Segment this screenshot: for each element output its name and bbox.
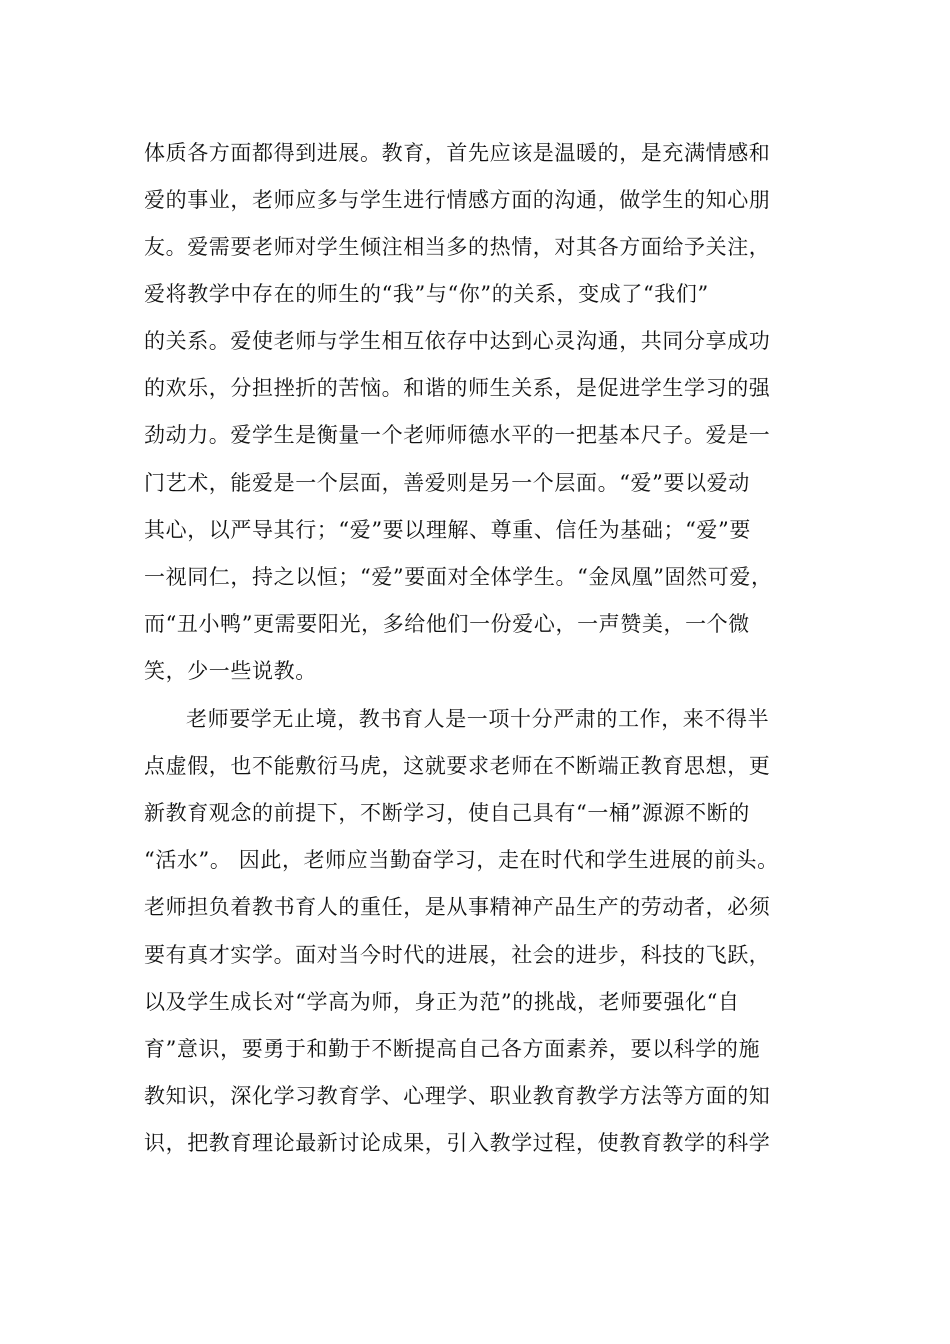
text-line: 门艺术，能爱是一个层面，善爱则是另一个层面。“爱”要以爱动 (144, 471, 750, 495)
text-line: 要有真才实学。面对当今时代的进展，社会的进步，科技的飞跃， (144, 943, 771, 967)
text-line: 其心，以严导其行；“爱”要以理解、尊重、信任为基础；“爱”要 (144, 518, 751, 542)
paragraph-first-line: 老师要学无止境，教书育人是一项十分严肃的工作，来不得半 (186, 707, 770, 731)
text-line: 体质各方面都得到进展。教育，首先应该是温暖的，是充满情感和 (144, 141, 771, 165)
text-line: 教知识，深化学习教育学、心理学、职业教育教学方法等方面的知 (144, 1084, 771, 1108)
text-line: 识，把教育理论最新讨论成果，引入教学过程，使教育教学的科学 (144, 1131, 771, 1155)
text-line: 点虚假，也不能敷衍马虎，这就要求老师在不断端正教育思想，更 (144, 754, 771, 778)
text-line: 爱将教学中存在的师生的“我”与“你”的关系，变成了“我们” (144, 282, 709, 306)
text-line: 一视同仁，持之以恒；“爱”要面对全体学生。“金凤凰”固然可爱， (144, 565, 773, 589)
text-line: 友。爱需要老师对学生倾注相当多的热情，对其各方面给予关注， (144, 235, 771, 259)
text-line: 以及学生成长对“学高为师，身正为范”的挑战，老师要强化“自 (144, 990, 740, 1014)
text-line: 爱的事业，老师应多与学生进行情感方面的沟通，做学生的知心朋 (144, 188, 771, 212)
text-line: 老师担负着教书育人的重任，是从事精神产品生产的劳动者，必须 (144, 895, 771, 919)
text-line: 劲动力。爱学生是衡量一个老师师德水平的一把基本尺子。爱是一 (144, 423, 771, 447)
text-line: 育”意识，要勇于和勤于不断提高自己各方面素养，要以科学的施 (144, 1037, 761, 1061)
text-line: 而“丑小鸭”更需要阳光，多给他们一份爱心，一声赞美，一个微 (144, 612, 750, 636)
text-line: “活水”。 因此，老师应当勤奋学习，走在时代和学生进展的前头。 (144, 848, 779, 872)
text-line: 的欢乐，分担挫折的苦恼。和谐的师生关系，是促进学生学习的强 (144, 376, 771, 400)
text-line: 新教育观念的前提下，不断学习，使自己具有“一桶”源源不断的 (144, 801, 750, 825)
text-line: 的关系。爱使老师与学生相互依存中达到心灵沟通，共同分享成功 (144, 329, 771, 353)
text-line: 笑，少一些说教。 (144, 659, 317, 683)
